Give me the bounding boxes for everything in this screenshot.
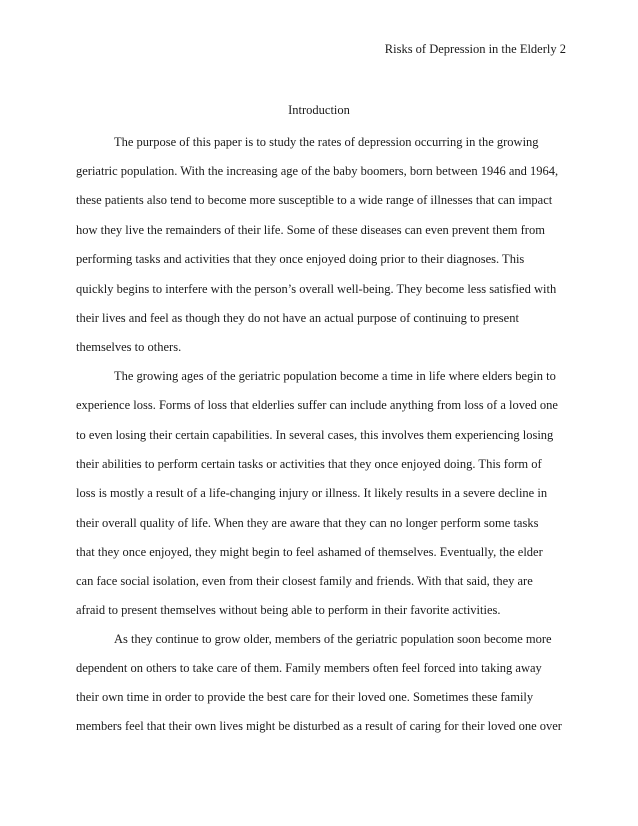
paragraph-line: performing tasks and activities that they once enjoyed doing prior to their diagnoses. This xyxy=(76,252,525,266)
paragraph-line: quickly begins to interfere with the person’s overall well-being. They become less satisfied with xyxy=(76,282,557,296)
paragraph-line: their own time in order to provide the best care for their loved one. Sometimes these family xyxy=(76,690,534,704)
paragraph-line: members feel that their own lives might be disturbed as a result of caring for their loved one over xyxy=(76,719,562,733)
paragraph-line: As they continue to grow older, members of the geriatric population soon become more xyxy=(114,632,552,646)
paragraph-line: afraid to present themselves without being able to perform in their favorite activities. xyxy=(76,603,501,617)
paragraph-line: The growing ages of the geriatric population become a time in life where elders begin to xyxy=(114,369,556,383)
paragraph-line: to even losing their certain capabilities. In several cases, this involves them experiencing losing xyxy=(76,428,554,442)
paragraph-line: their abilities to perform certain tasks or activities that they once enjoyed doing. This form of xyxy=(76,457,542,471)
paragraph-line: can face social isolation, even from their closest family and friends. With that said, they are xyxy=(76,574,533,588)
paragraph-line: The purpose of this paper is to study the rates of depression occurring in the growing xyxy=(114,135,539,149)
paragraph-line: that they once enjoyed, they might begin to feel ashamed of themselves. Eventually, the elder xyxy=(76,545,543,559)
paragraph-line: themselves to others. xyxy=(76,340,182,354)
paragraph-line: loss is mostly a result of a life-changing injury or illness. It likely results in a severe decline in xyxy=(76,486,548,500)
paragraph-line: these patients also tend to become more susceptible to a wide range of illnesses that can impact xyxy=(76,193,553,207)
paragraph-line: their lives and feel as though they do not have an actual purpose of continuing to present xyxy=(76,311,519,325)
paragraph-line: experience loss. Forms of loss that elderlies suffer can include anything from loss of a loved one xyxy=(76,398,558,412)
paragraph-line: dependent on others to take care of them. Family members often feel forced into taking away xyxy=(76,661,542,675)
paragraph-line: their overall quality of life. When they are aware that they can no longer perform some tasks xyxy=(76,516,539,530)
paragraph-line: how they live the remainders of their life. Some of these diseases can even prevent them from xyxy=(76,223,545,237)
paragraph-line: geriatric population. With the increasing age of the baby boomers, born between 1946 and 1964, xyxy=(76,164,559,178)
running-head: Risks of Depression in the Elderly 2 xyxy=(384,42,566,56)
section-title: Introduction xyxy=(288,103,350,117)
